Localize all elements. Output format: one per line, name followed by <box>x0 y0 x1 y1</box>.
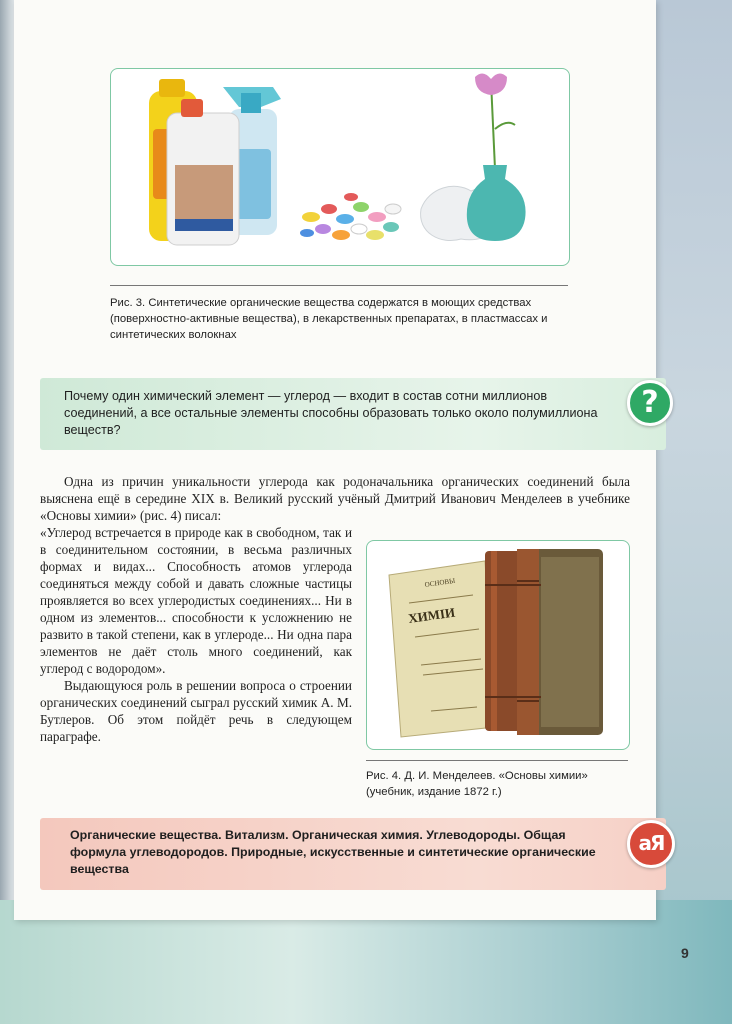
glossary-icon: аЯ <box>627 820 675 868</box>
question-text: Почему один химический элемент — углерод — входит в состав сотни миллионов соединений, а все остальные элементы способны образовать только около полумиллиона веществ? <box>64 389 598 437</box>
question-icon: ? <box>627 380 673 426</box>
paragraph-2: Выдающуюся роль в решении вопроса о строении органических соединений сыграл русский химик А. М. Бутлеров. Об этом пойдёт речь в следующем параграфе. <box>40 678 352 744</box>
paragraph-1: Одна из причин уникальности углерода как родоначальника органических соединений была выяснена ещё в середине XIX в. Великий русский учёный Дмитрий Иванович Менделеев в учебнике «Основы химии» (рис. 4) писал: <box>40 474 630 523</box>
key-terms-text: Органические вещества. Витализм. Органическая химия. Углеводороды. Общая формула углеводородов. Природные, искусственные и синтетические органические вещества <box>70 828 596 876</box>
book-cover <box>389 561 495 737</box>
figure-3-caption: Рис. 3. Синтетические органические вещества содержатся в моющих средствах (поверхностно-активные вещества), в лекарственных препаратах, в пластмассах и синтетических волокнах <box>110 297 548 341</box>
vase-with-tulip <box>467 73 526 241</box>
figure-3-image <box>110 68 570 266</box>
pills <box>300 193 401 240</box>
figure-4-caption: Рис. 4. Д. И. Менделеев. «Основы химии» (учебник, издание 1872 г.) <box>366 770 588 798</box>
figure-3-rule <box>110 285 568 286</box>
page-number: 9 <box>681 945 689 961</box>
book-title-large: ХИМІИ <box>407 604 456 626</box>
mendeleev-quote: «Углерод встречается в природе как в свободном, так и в соединительном состоянии, в весьма различных формах и видах... Способность атомов углерода соединяться между собой и давать сложные частицы проявляется во всех углеродистых соединениях... Ни в одном из элементов... способности к усложнению не развито в такой степени, как в углероде... Ни одна пара элементов не даёт столь много соединений, как углерод с водородом». <box>40 525 352 676</box>
book-title-small: ОСНОВЫ <box>424 576 456 589</box>
figure-4-image <box>366 540 630 750</box>
old-books <box>485 549 603 735</box>
detergent-bottles <box>149 79 281 245</box>
text-column <box>40 524 352 745</box>
figure-4-rule <box>366 760 628 761</box>
